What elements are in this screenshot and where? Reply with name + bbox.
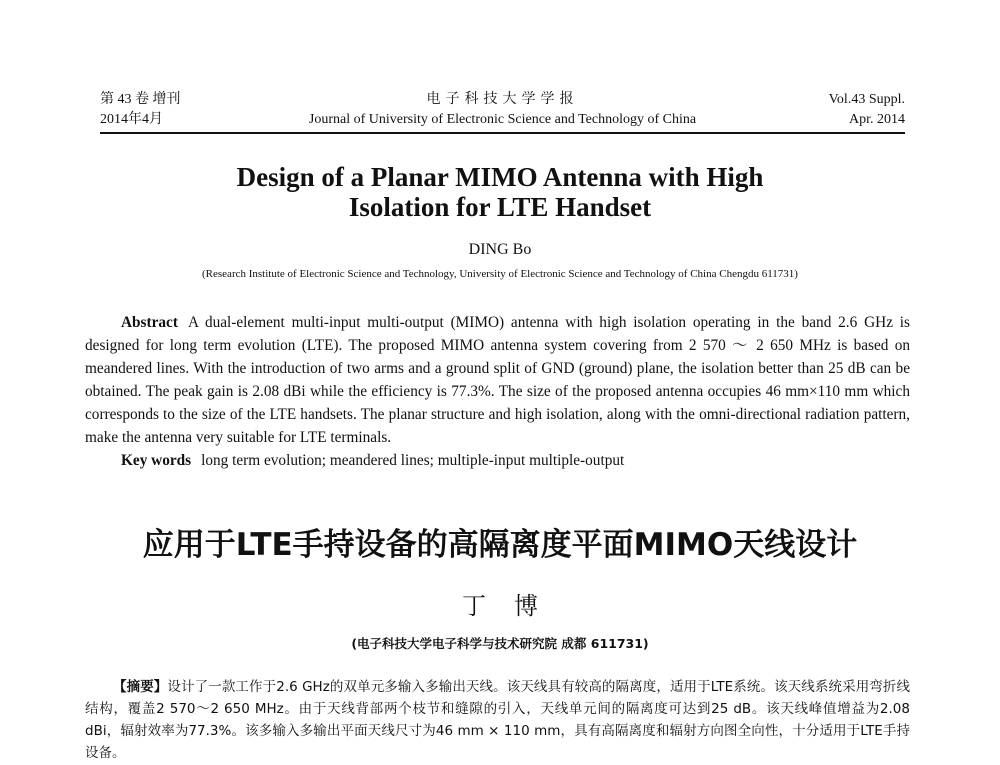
journal-name-cn: 电子科技大学学报 bbox=[426, 92, 579, 107]
affiliation-en: (Research Institute of Electronic Science and Technology, University of Electronic Science and Technology of China Chengdu 611731) bbox=[202, 268, 798, 280]
header-vol-en bbox=[829, 90, 905, 130]
keywords-label: Key words bbox=[121, 452, 192, 469]
abstract-cn-paragraph bbox=[85, 676, 910, 764]
header-date-cn: 2014年4月 bbox=[100, 112, 163, 127]
paper-title-en bbox=[0, 162, 1000, 222]
paper-title-en-line2: Isolation for LTE Handset bbox=[348, 192, 652, 222]
author-cn: 丁博 bbox=[462, 592, 566, 620]
header-volume-en: Vol.43 Suppl. bbox=[828, 92, 905, 107]
header-volume: 第 43 卷 增刊 bbox=[100, 92, 181, 107]
paper-title-cn: 应用于LTE手持设备的高隔离度平面MIMO天线设计 bbox=[142, 527, 858, 563]
abstract-en bbox=[85, 311, 910, 472]
header-journal-name bbox=[100, 90, 905, 130]
header-date-en: Apr. 2014 bbox=[849, 112, 905, 127]
affiliation-cn: (电子科技大学电子科学与技术研究院 成都 611731) bbox=[351, 636, 649, 651]
journal-name-en: Journal of University of Electronic Science and Technology of China bbox=[308, 112, 697, 127]
paper-title-en-line1: Design of a Planar MIMO Antenna with High bbox=[236, 162, 764, 192]
author-en: DING Bo bbox=[468, 241, 532, 258]
keywords bbox=[85, 449, 910, 472]
abstract-paragraph bbox=[85, 311, 910, 449]
abstract-text: A dual-element multi-input multi-output (MIMO) antenna with high isolation operating in the band 2.6 GHz is designed for long term evolution (LTE). The proposed MIMO antenna system covering from 2 570 ～ 2 650 MHz is based on meandered lines. With the introduction of two arms and a ground split of GND (ground) plane, the isolation better than 25 dB can be obtained. The peak gain is 2.08 dBi while the efficiency is 77.3%. The size of the proposed antenna occupies 46 mm×110 mm which corresponds to the size of the LTE handsets. The planar structure and high isolation, along with the omni-directional radiation pattern, make the antenna very suitable for LTE terminals. bbox=[85, 314, 910, 446]
abstract-cn-label: 【摘要】 bbox=[113, 679, 168, 695]
abstract-label: Abstract bbox=[121, 314, 178, 331]
keywords-text: long term evolution; meandered lines; multiple-input multiple-output bbox=[201, 452, 625, 469]
abstract-cn-text: 设计了一款工作于2.6 GHz的双单元多输入多输出天线。该天线具有较高的隔离度，适用于LTE系统。该天线系统采用弯折线结构，覆盖2 570～2 650 MHz。由于天线背部两个枝节和缝隙的引入，天线单元间的隔离度可达到25 dB。该天线峰值增益为2.08 dBi，辐射效率为77.3%。该多输入多输出平面天线尺寸为46 mm × 110 mm，具有高隔离度和辐射方向图全向性，十分适用于LTE手持设备。 bbox=[85, 679, 911, 761]
abstract-cn bbox=[85, 676, 910, 764]
journal-header bbox=[100, 90, 905, 134]
